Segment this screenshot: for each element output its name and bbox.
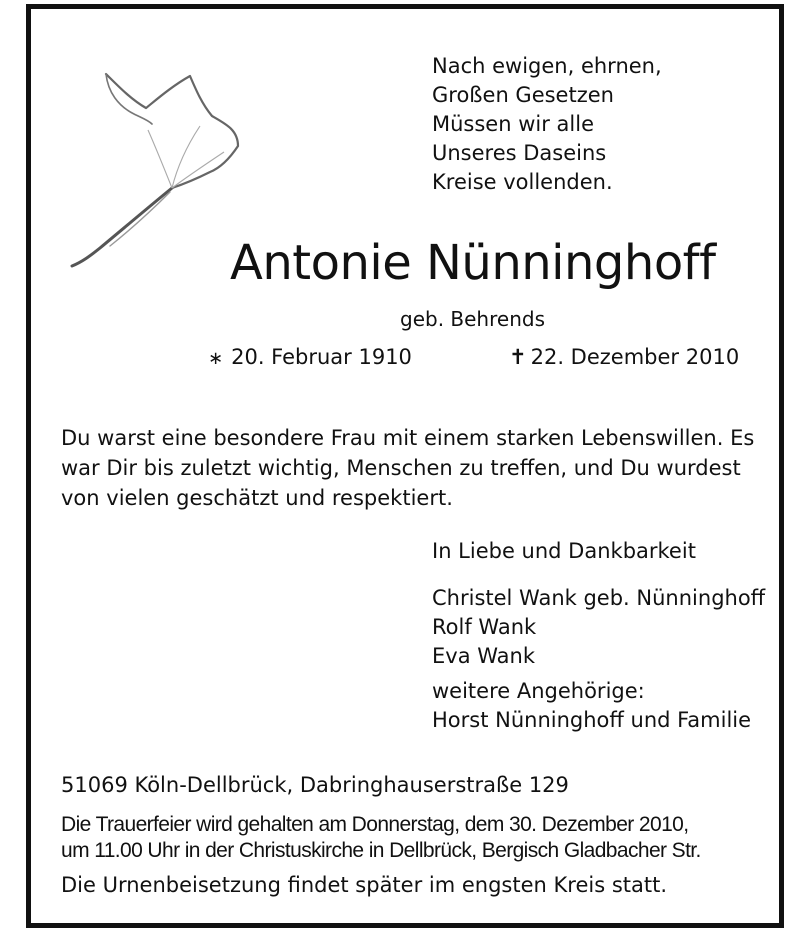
poem-line: Müssen wir alle <box>432 112 594 136</box>
death-date-line <box>509 343 739 371</box>
birth-star-icon: ∗ <box>208 348 224 369</box>
address: 51069 Köln-Dellbrück, Dabringhauserstraße 129 <box>61 773 569 797</box>
urn-burial-note: Die Urnenbeisetzung findet später im engsten Kreis statt. <box>61 873 668 897</box>
deceased-name: Antonie Nünninghoff <box>230 235 716 291</box>
birth-date: 20. Februar 1910 <box>231 345 412 369</box>
poem-line: Großen Gesetzen <box>432 83 614 107</box>
tribute-line: von vielen geschätzt und respektiert. <box>61 486 453 510</box>
birth-date-line <box>208 343 412 373</box>
poem-line: Kreise vollenden. <box>432 170 613 194</box>
tribute-line: Du warst eine besondere Frau mit einem starken Lebenswillen. Es <box>61 426 755 450</box>
poem <box>432 52 662 197</box>
family-member: Rolf Wank <box>432 615 537 639</box>
family-member: Christel Wank geb. Nünninghoff <box>432 586 766 610</box>
maiden-name: geb. Behrends <box>400 307 545 331</box>
closing-phrase: In Liebe und Dankbarkeit <box>432 539 696 563</box>
ceremony-line: Die Trauerfeier wird gehalten am Donnerstag, dem 30. Dezember 2010, <box>61 813 689 836</box>
family-member: Eva Wank <box>432 644 536 668</box>
poem-line: Unseres Daseins <box>432 141 607 165</box>
relatives-names: Horst Nünninghoff und Familie <box>432 708 752 732</box>
ginkgo-leaf-icon <box>60 60 250 270</box>
tribute-line: war Dir bis zuletzt wichtig, Menschen zu treffen, und Du wurdest <box>61 456 741 480</box>
relatives-label: weitere Angehörige: <box>432 679 645 703</box>
cross-icon: ✝ <box>509 345 527 369</box>
ceremony-info <box>61 812 701 864</box>
ceremony-line: um 11.00 Uhr in der Christuskirche in Dellbrück, Bergisch Gladbacher Str. <box>61 839 701 862</box>
family-list <box>432 584 765 671</box>
poem-line: Nach ewigen, ehrnen, <box>432 54 662 78</box>
relatives-block <box>432 677 751 735</box>
death-date: 22. Dezember 2010 <box>530 345 740 369</box>
tribute-text <box>61 423 777 513</box>
